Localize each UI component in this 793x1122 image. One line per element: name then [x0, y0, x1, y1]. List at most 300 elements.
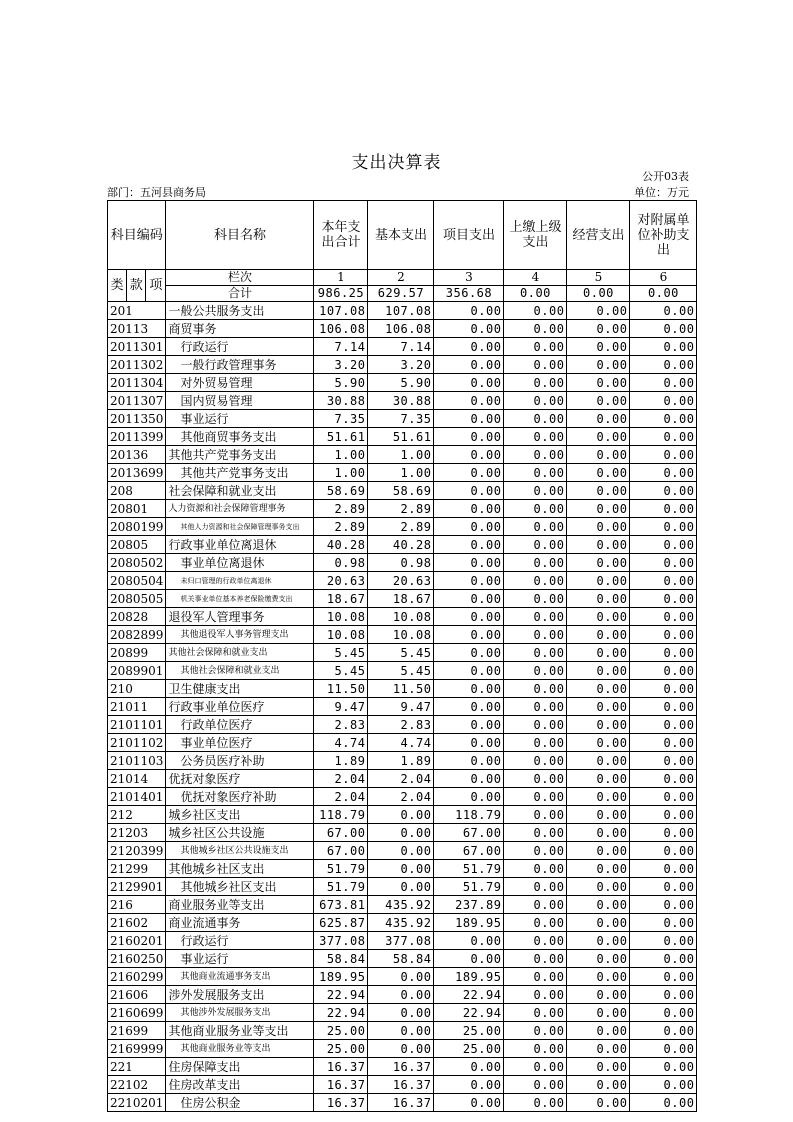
row-value: 22.94	[434, 986, 504, 1004]
row-value: 0.00	[567, 392, 630, 410]
row-value: 0.00	[434, 302, 504, 320]
row-value: 67.00	[314, 824, 368, 842]
row-value: 2.04	[368, 770, 434, 788]
row-code: 2169999	[108, 1040, 166, 1058]
table-row	[108, 320, 697, 338]
row-name: 行政事业单位离退休	[166, 536, 314, 554]
table-row	[108, 410, 697, 428]
header-total: 本年支出合计	[314, 201, 368, 270]
row-value: 0.00	[567, 1004, 630, 1022]
row-code: 21606	[108, 986, 166, 1004]
row-value: 0.00	[434, 374, 504, 392]
row-value: 0.00	[630, 824, 697, 842]
row-value: 435.92	[368, 914, 434, 932]
row-value: 0.00	[630, 518, 697, 536]
row-value: 5.45	[368, 662, 434, 680]
row-value: 2.89	[314, 518, 368, 536]
row-value: 0.00	[504, 320, 567, 338]
row-value: 3.20	[314, 356, 368, 374]
row-value: 0.00	[567, 896, 630, 914]
row-name: 商业流通事务	[166, 914, 314, 932]
row-code: 2011399	[108, 428, 166, 446]
row-value: 9.47	[368, 698, 434, 716]
row-value: 67.00	[434, 824, 504, 842]
row-value: 0.00	[504, 392, 567, 410]
table-row	[108, 752, 697, 770]
row-value: 0.00	[504, 734, 567, 752]
row-name: 行政运行	[166, 338, 314, 356]
row-code: 2080505	[108, 590, 166, 608]
form-number: 公开03表	[642, 170, 689, 183]
row-value: 0.00	[630, 1094, 697, 1112]
row-name: 优抚对象医疗	[166, 770, 314, 788]
table-row	[108, 500, 697, 518]
row-code: 2160201	[108, 932, 166, 950]
row-value: 0.00	[630, 626, 697, 644]
table-row	[108, 698, 697, 716]
row-value: 0.00	[504, 518, 567, 536]
row-value: 0.00	[567, 374, 630, 392]
row-value: 0.00	[368, 806, 434, 824]
row-name: 行政运行	[166, 932, 314, 950]
table-row	[108, 1094, 697, 1112]
row-value: 0.00	[630, 446, 697, 464]
col-number: 6	[630, 270, 697, 286]
row-value: 0.00	[504, 986, 567, 1004]
row-name: 城乡社区公共设施	[166, 824, 314, 842]
row-value: 0.00	[434, 716, 504, 734]
row-value: 0.00	[630, 734, 697, 752]
row-value: 16.37	[368, 1094, 434, 1112]
row-value: 2.04	[368, 788, 434, 806]
row-value: 0.00	[504, 1058, 567, 1076]
row-value: 0.00	[504, 482, 567, 500]
row-value: 0.00	[504, 860, 567, 878]
row-value: 0.00	[434, 608, 504, 626]
row-name: 其他商业服务业等支出	[166, 1022, 314, 1040]
row-value: 0.00	[504, 464, 567, 482]
row-value: 0.00	[504, 626, 567, 644]
row-code: 2160250	[108, 950, 166, 968]
table-row	[108, 1022, 697, 1040]
table-row	[108, 950, 697, 968]
row-value: 16.37	[314, 1058, 368, 1076]
table-row	[108, 914, 697, 932]
row-code: 21203	[108, 824, 166, 842]
header-upper: 上缴上级支出	[504, 201, 567, 270]
row-value: 4.74	[368, 734, 434, 752]
table-row	[108, 1040, 697, 1058]
row-code: 21011	[108, 698, 166, 716]
row-code: 22102	[108, 1076, 166, 1094]
row-code: 2080502	[108, 554, 166, 572]
row-value: 0.00	[504, 770, 567, 788]
header-project: 项目支出	[434, 201, 504, 270]
table-row	[108, 734, 697, 752]
row-name: 退役军人管理事务	[166, 608, 314, 626]
row-value: 0.00	[434, 590, 504, 608]
row-value: 0.00	[630, 932, 697, 950]
row-name: 住房改革支出	[166, 1076, 314, 1094]
row-name: 其他城乡社区公共设施支出	[166, 842, 314, 860]
table-row	[108, 662, 697, 680]
row-name: 行政单位医疗	[166, 716, 314, 734]
row-name: 优抚对象医疗补助	[166, 788, 314, 806]
row-value: 0.00	[504, 680, 567, 698]
row-name: 其他涉外发展服务支出	[166, 1004, 314, 1022]
row-code: 2120399	[108, 842, 166, 860]
row-value: 0.00	[630, 356, 697, 374]
row-value: 58.84	[368, 950, 434, 968]
header-code: 科目编码	[108, 201, 166, 270]
row-value: 0.00	[630, 338, 697, 356]
row-value: 189.95	[434, 914, 504, 932]
row-value: 0.00	[630, 698, 697, 716]
row-value: 0.00	[567, 536, 630, 554]
table-row	[108, 590, 697, 608]
row-value: 16.37	[368, 1076, 434, 1094]
row-name: 行政事业单位医疗	[166, 698, 314, 716]
row-value: 20.63	[314, 572, 368, 590]
row-name: 其他商业流通事务支出	[166, 968, 314, 986]
row-value: 435.92	[368, 896, 434, 914]
row-value: 1.00	[314, 446, 368, 464]
row-name: 事业运行	[166, 410, 314, 428]
row-value: 10.08	[314, 626, 368, 644]
row-value: 51.79	[314, 878, 368, 896]
row-value: 0.00	[504, 914, 567, 932]
row-value: 0.00	[434, 518, 504, 536]
row-value: 0.00	[630, 374, 697, 392]
row-value: 625.87	[314, 914, 368, 932]
row-code: 2082899	[108, 626, 166, 644]
row-value: 7.35	[368, 410, 434, 428]
table-row	[108, 824, 697, 842]
row-name: 其他城乡社区支出	[166, 860, 314, 878]
row-code: 2080504	[108, 572, 166, 590]
row-name: 一般行政管理事务	[166, 356, 314, 374]
row-value: 0.00	[368, 1022, 434, 1040]
row-name: 人力资源和社会保障管理事务	[166, 500, 314, 518]
row-name: 卫生健康支出	[166, 680, 314, 698]
row-value: 0.00	[567, 1094, 630, 1112]
row-value: 67.00	[434, 842, 504, 860]
table-row	[108, 518, 697, 536]
row-value: 0.00	[630, 1040, 697, 1058]
table-row	[108, 986, 697, 1004]
row-value: 0.00	[567, 428, 630, 446]
row-value: 40.28	[368, 536, 434, 554]
row-code: 2011350	[108, 410, 166, 428]
row-value: 0.00	[434, 1058, 504, 1076]
total-value: 629.57	[368, 286, 434, 302]
row-value: 5.45	[368, 644, 434, 662]
row-value: 0.00	[630, 302, 697, 320]
row-value: 0.00	[368, 1004, 434, 1022]
row-value: 1.00	[314, 464, 368, 482]
row-value: 0.00	[630, 680, 697, 698]
row-value: 10.08	[314, 608, 368, 626]
row-value: 0.00	[567, 950, 630, 968]
table-row	[108, 644, 697, 662]
total-label: 合计	[166, 286, 314, 302]
row-value: 0.00	[630, 716, 697, 734]
row-value: 118.79	[434, 806, 504, 824]
row-code: 20113	[108, 320, 166, 338]
row-value: 0.00	[434, 932, 504, 950]
row-code: 20828	[108, 608, 166, 626]
row-value: 2.83	[368, 716, 434, 734]
row-value: 0.00	[630, 590, 697, 608]
row-name: 住房保障支出	[166, 1058, 314, 1076]
row-value: 0.00	[567, 986, 630, 1004]
row-value: 51.79	[434, 878, 504, 896]
row-value: 0.00	[567, 320, 630, 338]
row-value: 0.00	[630, 608, 697, 626]
table-row	[108, 482, 697, 500]
row-value: 0.00	[567, 302, 630, 320]
col-number: 3	[434, 270, 504, 286]
row-name: 事业单位医疗	[166, 734, 314, 752]
row-value: 0.00	[434, 356, 504, 374]
row-value: 0.00	[504, 698, 567, 716]
row-code: 2013699	[108, 464, 166, 482]
row-value: 0.00	[567, 518, 630, 536]
row-value: 51.79	[434, 860, 504, 878]
row-value: 1.00	[368, 464, 434, 482]
row-value: 0.00	[504, 896, 567, 914]
row-value: 0.00	[504, 1040, 567, 1058]
header-business: 经营支出	[567, 201, 630, 270]
row-value: 0.00	[630, 860, 697, 878]
row-code: 2011304	[108, 374, 166, 392]
row-value: 2.83	[314, 716, 368, 734]
row-value: 0.00	[504, 1004, 567, 1022]
row-code: 2101101	[108, 716, 166, 734]
row-value: 58.69	[314, 482, 368, 500]
row-value: 30.88	[368, 392, 434, 410]
row-value: 0.00	[504, 1022, 567, 1040]
row-name: 其他退役军人事务管理支出	[166, 626, 314, 644]
row-value: 0.00	[630, 536, 697, 554]
row-value: 0.00	[434, 662, 504, 680]
row-value: 0.00	[434, 392, 504, 410]
row-name: 公务员医疗补助	[166, 752, 314, 770]
row-value: 0.00	[504, 1076, 567, 1094]
row-value: 0.00	[434, 500, 504, 518]
row-value: 20.63	[368, 572, 434, 590]
row-code: 2011307	[108, 392, 166, 410]
row-value: 0.00	[434, 482, 504, 500]
row-value: 0.00	[567, 410, 630, 428]
row-value: 0.00	[504, 1094, 567, 1112]
table-row	[108, 446, 697, 464]
row-name: 其他人力资源和社会保障管理事务支出	[166, 518, 314, 536]
row-value: 0.00	[567, 698, 630, 716]
row-value: 673.81	[314, 896, 368, 914]
row-value: 0.00	[567, 914, 630, 932]
row-name: 其他商业服务业等支出	[166, 1040, 314, 1058]
row-value: 0.00	[504, 824, 567, 842]
row-value: 0.00	[567, 734, 630, 752]
row-value: 16.37	[314, 1094, 368, 1112]
row-value: 3.20	[368, 356, 434, 374]
table-row	[108, 968, 697, 986]
row-name: 社会保障和就业支出	[166, 482, 314, 500]
table-row	[108, 356, 697, 374]
row-value: 0.00	[504, 788, 567, 806]
header-basic: 基本支出	[368, 201, 434, 270]
header-name: 科目名称	[166, 201, 314, 270]
row-value: 0.00	[504, 338, 567, 356]
row-code: 21699	[108, 1022, 166, 1040]
row-value: 51.61	[368, 428, 434, 446]
row-value: 51.79	[314, 860, 368, 878]
row-value: 0.00	[504, 302, 567, 320]
row-value: 7.14	[368, 338, 434, 356]
row-value: 0.00	[567, 608, 630, 626]
table-body	[108, 302, 697, 1112]
row-value: 0.00	[434, 1076, 504, 1094]
row-value: 1.89	[314, 752, 368, 770]
row-code: 210	[108, 680, 166, 698]
row-value: 0.00	[630, 752, 697, 770]
table-row	[108, 788, 697, 806]
table-row	[108, 428, 697, 446]
header-xiang: 项	[146, 270, 166, 302]
row-value: 4.74	[314, 734, 368, 752]
row-value: 2.04	[314, 788, 368, 806]
row-code: 2101401	[108, 788, 166, 806]
row-code: 21299	[108, 860, 166, 878]
row-code: 2101102	[108, 734, 166, 752]
row-value: 0.00	[630, 392, 697, 410]
row-value: 0.00	[567, 878, 630, 896]
row-code: 2080199	[108, 518, 166, 536]
row-value: 0.00	[434, 734, 504, 752]
row-value: 0.00	[630, 1058, 697, 1076]
row-value: 0.00	[504, 536, 567, 554]
row-name: 未归口管理的行政单位离退休	[166, 572, 314, 590]
row-name: 其他商贸事务支出	[166, 428, 314, 446]
row-value: 0.00	[567, 500, 630, 518]
row-code: 2101103	[108, 752, 166, 770]
row-value: 0.00	[504, 752, 567, 770]
row-value: 0.00	[434, 626, 504, 644]
row-value: 0.00	[567, 1076, 630, 1094]
table-row	[108, 554, 697, 572]
row-value: 0.00	[630, 482, 697, 500]
table-row	[108, 896, 697, 914]
row-value: 9.47	[314, 698, 368, 716]
expenditure-table	[107, 200, 697, 1112]
row-value: 106.08	[368, 320, 434, 338]
total-row	[108, 286, 697, 302]
row-name: 城乡社区支出	[166, 806, 314, 824]
row-value: 0.00	[434, 572, 504, 590]
row-value: 0.00	[567, 662, 630, 680]
row-value: 0.00	[504, 878, 567, 896]
total-value: 986.25	[314, 286, 368, 302]
row-value: 22.94	[314, 986, 368, 1004]
row-code: 201	[108, 302, 166, 320]
row-value: 0.00	[567, 842, 630, 860]
total-value: 0.00	[504, 286, 567, 302]
row-value: 0.00	[504, 554, 567, 572]
row-value: 0.00	[368, 986, 434, 1004]
row-value: 0.00	[567, 644, 630, 662]
total-value: 0.00	[567, 286, 630, 302]
row-value: 5.90	[368, 374, 434, 392]
row-value: 2.89	[368, 518, 434, 536]
row-value: 10.08	[368, 608, 434, 626]
row-value: 0.00	[434, 464, 504, 482]
total-value: 0.00	[630, 286, 697, 302]
row-value: 0.00	[567, 770, 630, 788]
row-value: 0.00	[567, 752, 630, 770]
row-value: 0.00	[567, 554, 630, 572]
row-code: 2160699	[108, 1004, 166, 1022]
row-value: 25.00	[314, 1040, 368, 1058]
row-value: 0.00	[567, 716, 630, 734]
table-row	[108, 860, 697, 878]
row-value: 5.90	[314, 374, 368, 392]
row-value: 0.00	[368, 968, 434, 986]
col-number: 2	[368, 270, 434, 286]
row-value: 189.95	[434, 968, 504, 986]
row-code: 2210201	[108, 1094, 166, 1112]
table-row	[108, 806, 697, 824]
row-value: 22.94	[314, 1004, 368, 1022]
row-value: 118.79	[314, 806, 368, 824]
row-value: 0.00	[504, 590, 567, 608]
row-value: 0.00	[434, 770, 504, 788]
table-row	[108, 572, 697, 590]
row-code: 2011301	[108, 338, 166, 356]
row-value: 0.00	[567, 446, 630, 464]
row-value: 0.00	[368, 824, 434, 842]
row-value: 2.89	[314, 500, 368, 518]
row-value: 18.67	[368, 590, 434, 608]
row-value: 30.88	[314, 392, 368, 410]
row-value: 0.98	[314, 554, 368, 572]
row-value: 0.00	[630, 1076, 697, 1094]
table-row	[108, 608, 697, 626]
table-row	[108, 302, 697, 320]
row-value: 0.00	[630, 1004, 697, 1022]
row-value: 0.00	[434, 698, 504, 716]
table-row	[108, 1058, 697, 1076]
row-value: 0.00	[630, 554, 697, 572]
row-value: 0.00	[504, 500, 567, 518]
row-value: 189.95	[314, 968, 368, 986]
row-value: 7.14	[314, 338, 368, 356]
row-value: 0.00	[434, 950, 504, 968]
row-code: 20136	[108, 446, 166, 464]
row-name: 国内贸易管理	[166, 392, 314, 410]
row-name: 其他共产党事务支出	[166, 446, 314, 464]
row-value: 0.00	[434, 536, 504, 554]
row-value: 0.00	[630, 1022, 697, 1040]
row-value: 0.00	[630, 644, 697, 662]
row-code: 20801	[108, 500, 166, 518]
table-row	[108, 374, 697, 392]
row-code: 20899	[108, 644, 166, 662]
row-value: 0.00	[567, 1058, 630, 1076]
row-value: 0.00	[630, 788, 697, 806]
row-value: 0.00	[567, 356, 630, 374]
row-name: 其他社会保障和就业支出	[166, 644, 314, 662]
